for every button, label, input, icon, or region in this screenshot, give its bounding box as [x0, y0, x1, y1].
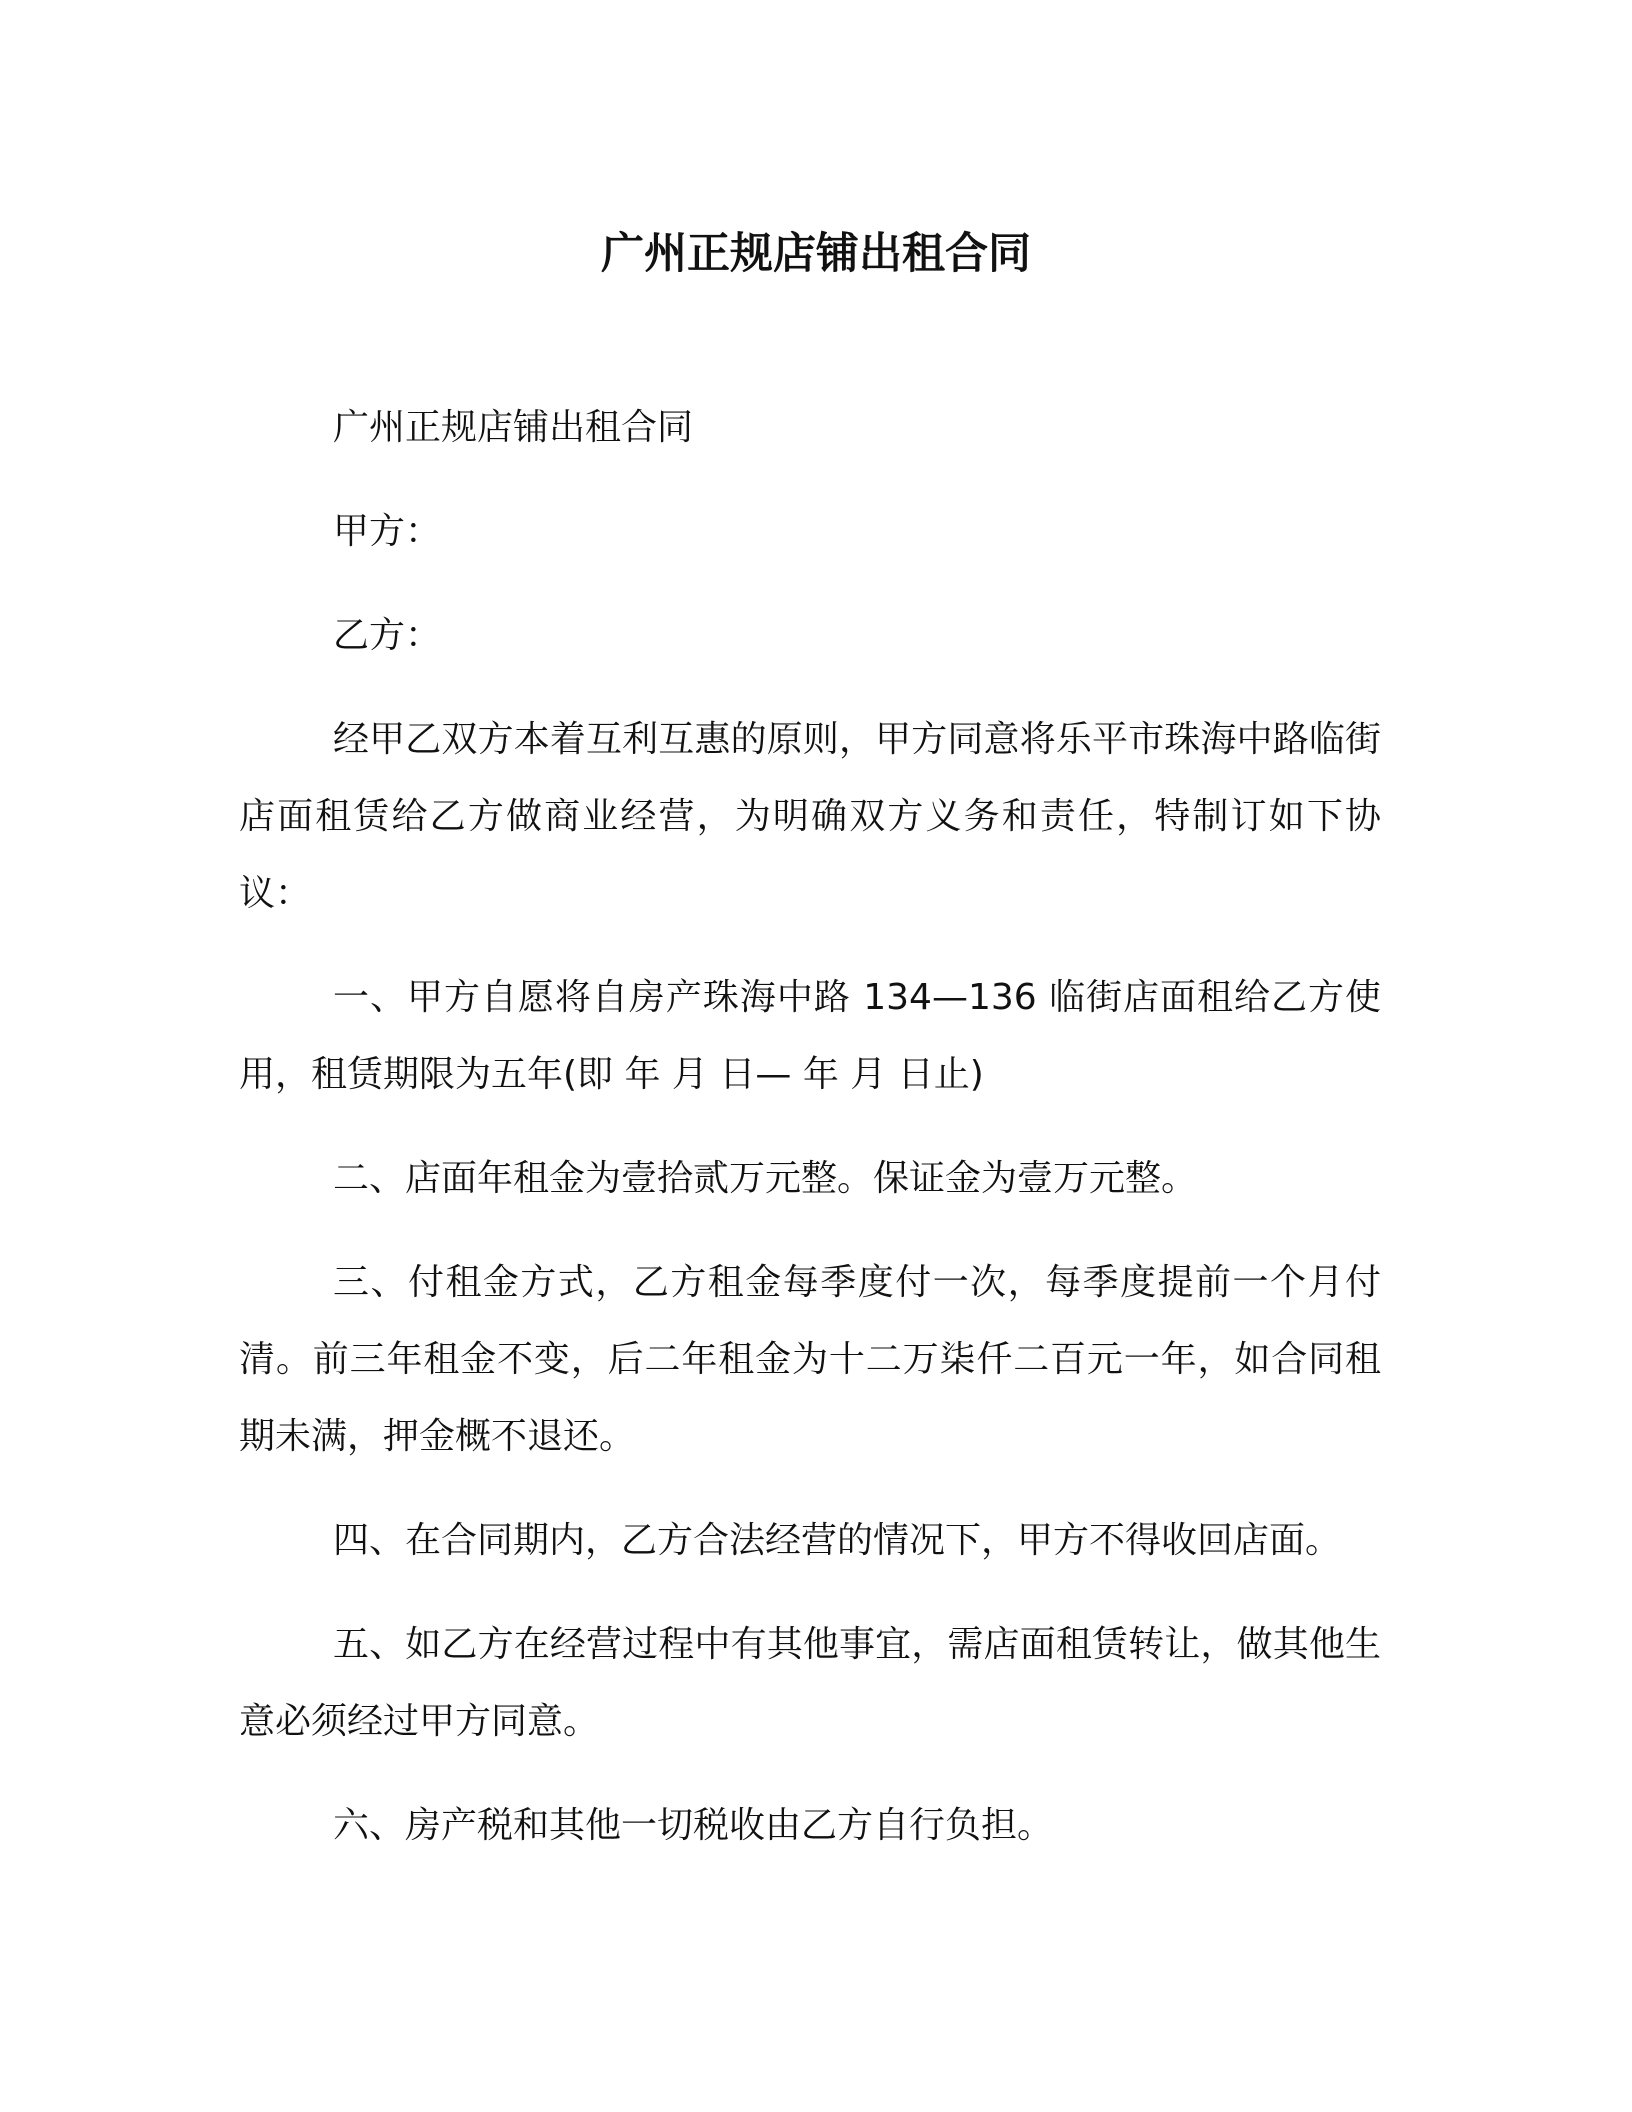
document-body: [239, 389, 1381, 1891]
paragraph-party-a: 甲方：: [333, 511, 442, 552]
paragraph-clause-2: 二、店面年租金为壹拾贰万元整。保证金为壹万元整。: [333, 1158, 1198, 1199]
paragraph-clause-4: 四、在合同期内，乙方合法经营的情况下，甲方不得收回店面。: [333, 1520, 1342, 1561]
paragraph-clause-3: 三、付租金方式，乙方租金每季度付一次，每季度提前一个月付清。前三年租金不变，后二年租金为十二万柒仟二百元一年，如合同租期未满，押金概不退还。: [239, 1262, 1381, 1457]
paragraph-clause-6: 六、房产税和其他一切税收由乙方自行负担。: [333, 1805, 1054, 1846]
document-title: 广州正规店铺出租合同: [601, 229, 1031, 279]
paragraph-preamble: 经甲乙双方本着互利互惠的原则，甲方同意将乐平市珠海中路临街店面租赁给乙方做商业经营，为明确双方义务和责任，特制订如下协议：: [239, 719, 1381, 914]
paragraph-clause-5: 五、如乙方在经营过程中有其他事宜，需店面租赁转让，做其他生意必须经过甲方同意。: [239, 1624, 1381, 1742]
paragraph-clause-1: 一、甲方自愿将自房产珠海中路 134—136 临街店面租给乙方使用，租赁期限为五年(即 年 月 日— 年 月 日止): [239, 977, 1381, 1095]
paragraph-heading: 广州正规店铺出租合同: [333, 407, 694, 448]
paragraph-party-b: 乙方：: [333, 615, 442, 656]
